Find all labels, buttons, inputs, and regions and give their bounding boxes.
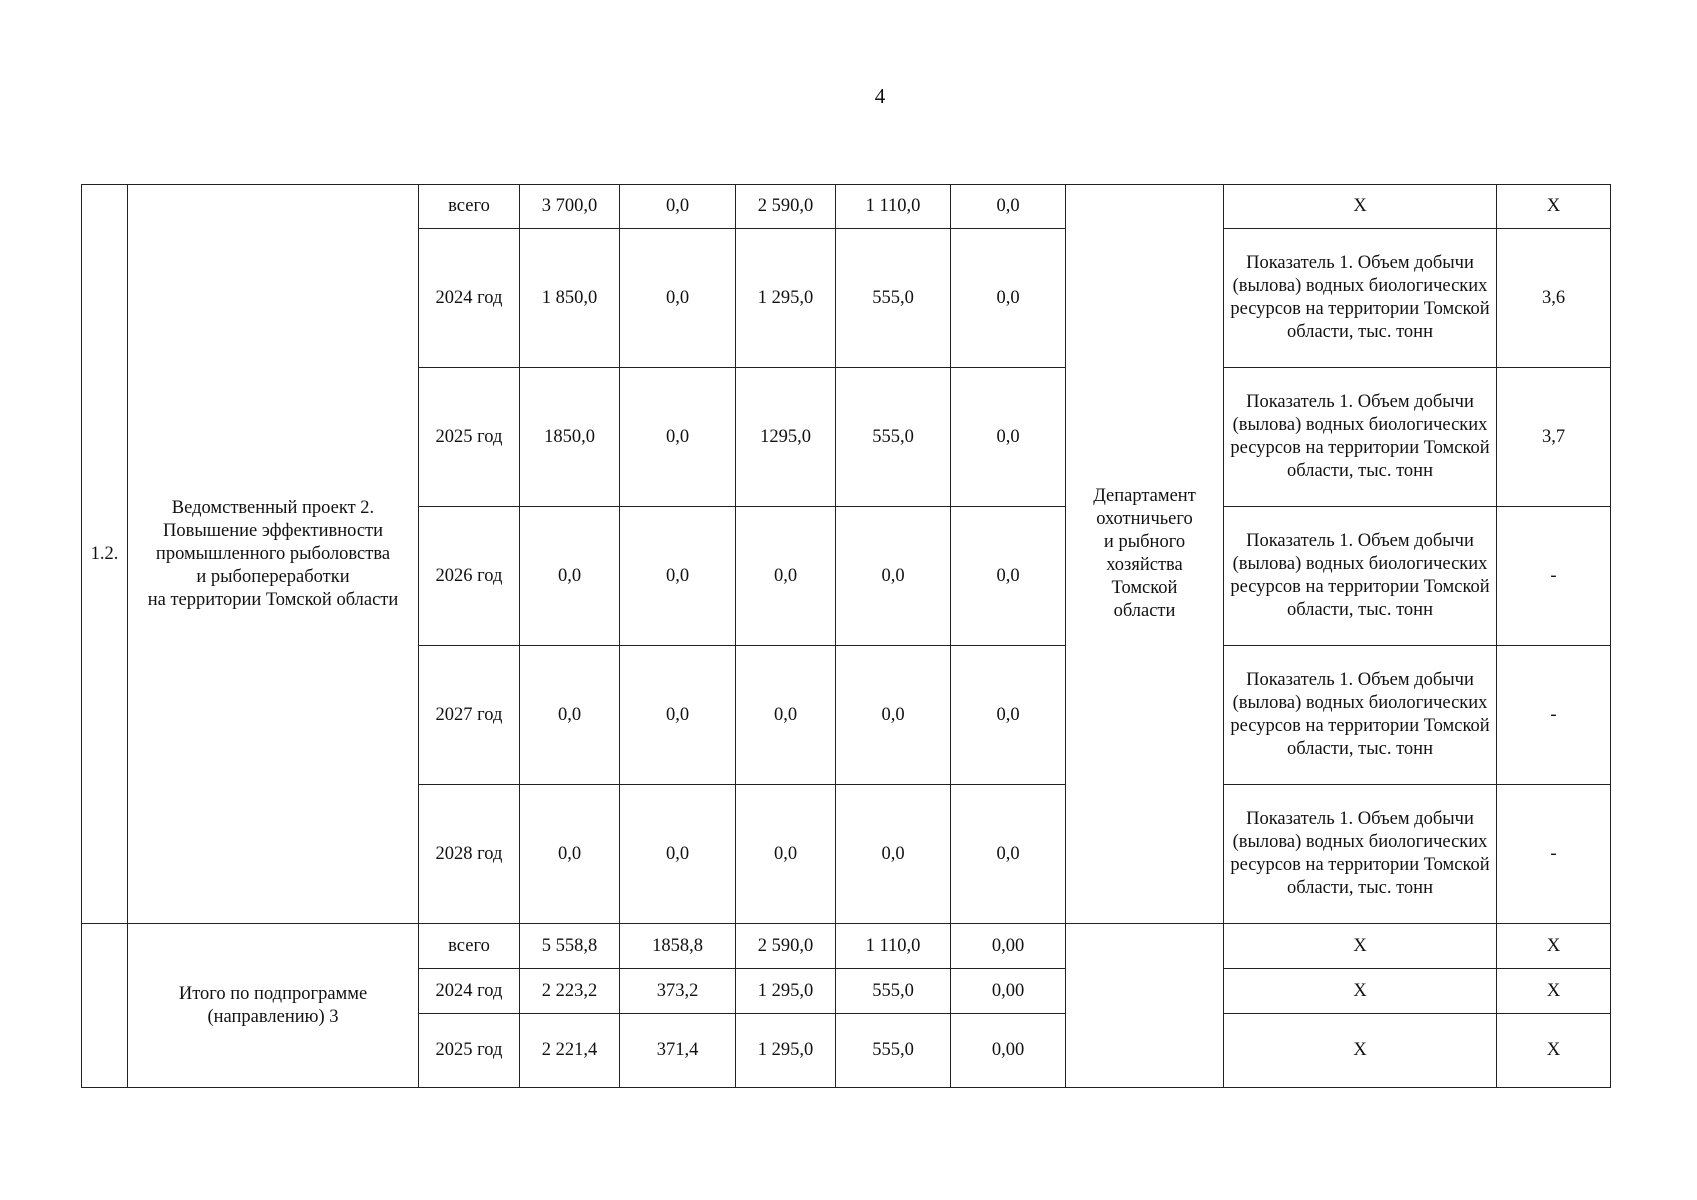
year-label: всего [419,924,520,969]
cell-regional: 2 590,0 [736,185,836,229]
cell-other: 0,00 [951,1014,1066,1088]
year-label: всего [419,185,520,229]
cell-regional: 2 590,0 [736,924,836,969]
cell-local: 555,0 [836,969,951,1014]
cell-regional: 0,0 [736,507,836,646]
indicator-name: Показатель 1. Объем добычи (вылова) водных биологических ресурсов на территории Томской области, тыс. тонн [1224,785,1497,924]
indicator-name: X [1224,924,1497,969]
cell-federal: 0,0 [620,185,736,229]
cell-regional: 1 295,0 [736,229,836,368]
indicator-value: - [1497,646,1611,785]
year-label: 2024 год [419,229,520,368]
indicator-name: Показатель 1. Объем добычи (вылова) водных биологических ресурсов на территории Томской области, тыс. тонн [1224,507,1497,646]
department-name [1066,924,1224,1088]
indicator-value: - [1497,785,1611,924]
indicator-name: Показатель 1. Объем добычи (вылова) водных биологических ресурсов на территории Томской области, тыс. тонн [1224,368,1497,507]
year-label: 2027 год [419,646,520,785]
indicator-name: X [1224,969,1497,1014]
cell-local: 1 110,0 [836,924,951,969]
cell-federal: 0,0 [620,785,736,924]
cell-federal: 371,4 [620,1014,736,1088]
cell-total: 2 221,4 [520,1014,620,1088]
cell-federal: 0,0 [620,507,736,646]
cell-total: 0,0 [520,507,620,646]
row-number [82,924,128,1088]
cell-regional: 1295,0 [736,368,836,507]
cell-total: 0,0 [520,646,620,785]
cell-other: 0,0 [951,507,1066,646]
indicator-value: 3,6 [1497,229,1611,368]
cell-other: 0,0 [951,185,1066,229]
cell-local: 1 110,0 [836,185,951,229]
cell-other: 0,0 [951,785,1066,924]
cell-total: 1850,0 [520,368,620,507]
cell-regional: 1 295,0 [736,969,836,1014]
year-label: 2026 год [419,507,520,646]
project-name: Ведомственный проект 2. Повышение эффективности промышленного рыболовства и рыбопереработки на территории Томской области [128,185,419,924]
indicator-name: X [1224,185,1497,229]
cell-local: 555,0 [836,229,951,368]
cell-local: 555,0 [836,1014,951,1088]
row-number: 1.2. [82,185,128,924]
cell-local: 555,0 [836,368,951,507]
indicator-value: X [1497,969,1611,1014]
cell-total: 3 700,0 [520,185,620,229]
cell-local: 0,0 [836,507,951,646]
year-label: 2024 год [419,969,520,1014]
cell-federal: 0,0 [620,646,736,785]
cell-regional: 1 295,0 [736,1014,836,1088]
cell-local: 0,0 [836,785,951,924]
year-label: 2025 год [419,368,520,507]
cell-total: 2 223,2 [520,969,620,1014]
year-label: 2028 год [419,785,520,924]
cell-total: 5 558,8 [520,924,620,969]
cell-regional: 0,0 [736,646,836,785]
indicator-name: Показатель 1. Объем добычи (вылова) водных биологических ресурсов на территории Томской области, тыс. тонн [1224,646,1497,785]
budget-table [81,184,1611,1088]
cell-local: 0,0 [836,646,951,785]
indicator-name: X [1224,1014,1497,1088]
cell-other: 0,0 [951,229,1066,368]
total-name: Итого по подпрограмме (направлению) 3 [128,924,419,1088]
cell-other: 0,00 [951,969,1066,1014]
cell-total: 0,0 [520,785,620,924]
indicator-value: X [1497,185,1611,229]
year-label: 2025 год [419,1014,520,1088]
cell-federal: 1858,8 [620,924,736,969]
indicator-value: 3,7 [1497,368,1611,507]
page-number: 4 [874,84,886,108]
cell-other: 0,00 [951,924,1066,969]
indicator-value: - [1497,507,1611,646]
cell-total: 1 850,0 [520,229,620,368]
table-row [82,924,1611,969]
table-row [82,185,1611,229]
cell-federal: 0,0 [620,229,736,368]
cell-federal: 0,0 [620,368,736,507]
cell-other: 0,0 [951,368,1066,507]
cell-federal: 373,2 [620,969,736,1014]
indicator-value: X [1497,924,1611,969]
department-name: Департамент охотничьего и рыбного хозяйства Томской области [1066,185,1224,924]
cell-regional: 0,0 [736,785,836,924]
cell-other: 0,0 [951,646,1066,785]
indicator-value: X [1497,1014,1611,1088]
indicator-name: Показатель 1. Объем добычи (вылова) водных биологических ресурсов на территории Томской области, тыс. тонн [1224,229,1497,368]
